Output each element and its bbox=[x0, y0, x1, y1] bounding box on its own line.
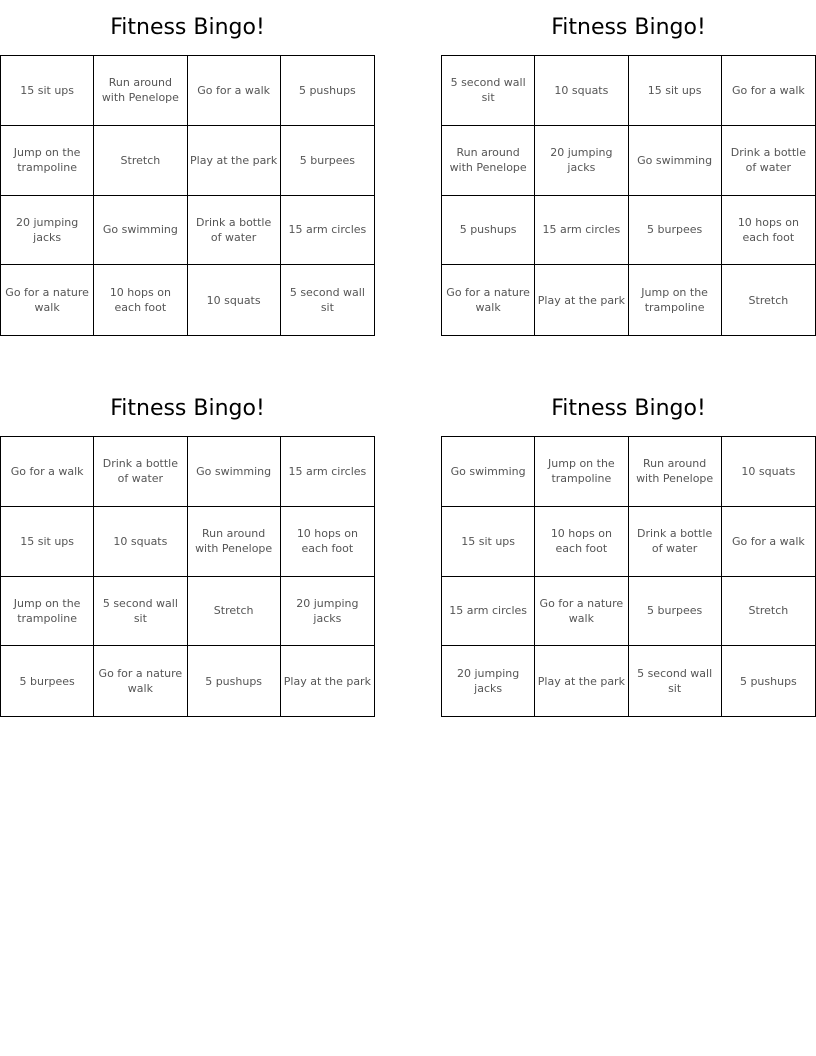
bingo-cell: Drink a bottle of water bbox=[94, 437, 187, 507]
bingo-cell: 5 burpees bbox=[281, 126, 374, 196]
bingo-cell: 10 hops on each foot bbox=[722, 196, 815, 266]
bingo-cell: Run around with Penelope bbox=[442, 126, 535, 196]
bingo-cell: 20 jumping jacks bbox=[535, 126, 628, 196]
bingo-cell: 10 hops on each foot bbox=[535, 507, 628, 577]
bingo-card-3 bbox=[0, 381, 375, 717]
bingo-cell: 15 arm circles bbox=[535, 196, 628, 266]
bingo-cell: 10 hops on each foot bbox=[94, 265, 187, 335]
bingo-cell: Jump on the trampoline bbox=[535, 437, 628, 507]
bingo-cell: Go swimming bbox=[188, 437, 281, 507]
bingo-cell: Drink a bottle of water bbox=[188, 196, 281, 266]
bingo-cell: 15 sit ups bbox=[629, 56, 722, 126]
bingo-cell: Run around with Penelope bbox=[629, 437, 722, 507]
bingo-cell: 15 arm circles bbox=[281, 437, 374, 507]
bingo-card-2 bbox=[441, 0, 816, 336]
bingo-cell: 15 arm circles bbox=[281, 196, 374, 266]
bingo-cell: Drink a bottle of water bbox=[629, 507, 722, 577]
bingo-cell: Jump on the trampoline bbox=[629, 265, 722, 335]
bingo-cell: 5 burpees bbox=[629, 196, 722, 266]
bingo-card-1 bbox=[0, 0, 375, 336]
bingo-grid bbox=[441, 436, 816, 717]
bingo-cell: Go for a nature walk bbox=[535, 577, 628, 647]
bingo-cell: 10 hops on each foot bbox=[281, 507, 374, 577]
bingo-cell: Go for a walk bbox=[1, 437, 94, 507]
bingo-cell: Go for a nature walk bbox=[1, 265, 94, 335]
bingo-cell: Go swimming bbox=[629, 126, 722, 196]
bingo-cell: Go for a walk bbox=[722, 56, 815, 126]
bingo-cell: 10 squats bbox=[94, 507, 187, 577]
bingo-cell: 5 pushups bbox=[739, 674, 797, 688]
bingo-grid bbox=[0, 436, 375, 717]
bingo-cell: 15 sit ups bbox=[1, 507, 94, 577]
bingo-cell: Stretch bbox=[94, 126, 187, 196]
bingo-cell: Stretch bbox=[188, 577, 281, 647]
bingo-cell: Go swimming bbox=[442, 437, 535, 507]
bingo-cell: Play at the park bbox=[188, 126, 281, 196]
bingo-cell: 10 squats bbox=[535, 56, 628, 126]
bingo-cell: 10 squats bbox=[188, 265, 281, 335]
bingo-cell: Go for a nature walk bbox=[94, 646, 187, 716]
card-title: Fitness Bingo! bbox=[551, 396, 706, 421]
bingo-cell: Play at the park bbox=[283, 674, 371, 688]
bingo-cell: Go for a walk bbox=[188, 56, 281, 126]
bingo-cell: Play at the park bbox=[535, 646, 628, 716]
bingo-cell: 5 pushups bbox=[281, 56, 374, 126]
bingo-cell: 5 burpees bbox=[1, 646, 94, 716]
bingo-grid bbox=[441, 55, 816, 336]
card-title: Fitness Bingo! bbox=[110, 15, 265, 40]
bingo-cell: Go for a walk bbox=[722, 507, 815, 577]
bingo-cell: 20 jumping jacks bbox=[442, 646, 535, 716]
card-title: Fitness Bingo! bbox=[551, 15, 706, 40]
bingo-cell: 5 second wall sit bbox=[94, 577, 187, 647]
bingo-cell: 15 sit ups bbox=[1, 56, 94, 126]
bingo-cell: 5 second wall sit bbox=[629, 646, 722, 716]
bingo-grid bbox=[0, 55, 375, 336]
bingo-cell: 20 jumping jacks bbox=[281, 577, 374, 647]
bingo-cell: Jump on the trampoline bbox=[1, 577, 94, 647]
bingo-cell: Play at the park bbox=[535, 265, 628, 335]
bingo-card-4 bbox=[441, 381, 816, 717]
bingo-cell: Run around with Penelope bbox=[188, 507, 281, 577]
bingo-cell: 5 burpees bbox=[629, 577, 722, 647]
bingo-cell: 5 pushups bbox=[442, 196, 535, 266]
card-title: Fitness Bingo! bbox=[110, 396, 265, 421]
bingo-cell: Go for a nature walk bbox=[442, 265, 535, 335]
bingo-cell: 5 pushups bbox=[188, 646, 281, 716]
bingo-cell: Go swimming bbox=[94, 196, 187, 266]
bingo-cell: 10 squats bbox=[722, 437, 815, 507]
bingo-cell: Run around with Penelope bbox=[94, 56, 187, 126]
bingo-cell: 20 jumping jacks bbox=[1, 196, 94, 266]
bingo-cell: Jump on the trampoline bbox=[1, 126, 94, 196]
bingo-cell: 5 second wall sit bbox=[442, 56, 535, 126]
bingo-cell: Stretch bbox=[748, 293, 789, 307]
bingo-cell: 5 second wall sit bbox=[289, 286, 365, 315]
bingo-cell: 15 sit ups bbox=[442, 507, 535, 577]
bingo-cell: Stretch bbox=[722, 577, 815, 647]
bingo-cell: 15 arm circles bbox=[442, 577, 535, 647]
bingo-cell: Drink a bottle of water bbox=[722, 126, 815, 196]
